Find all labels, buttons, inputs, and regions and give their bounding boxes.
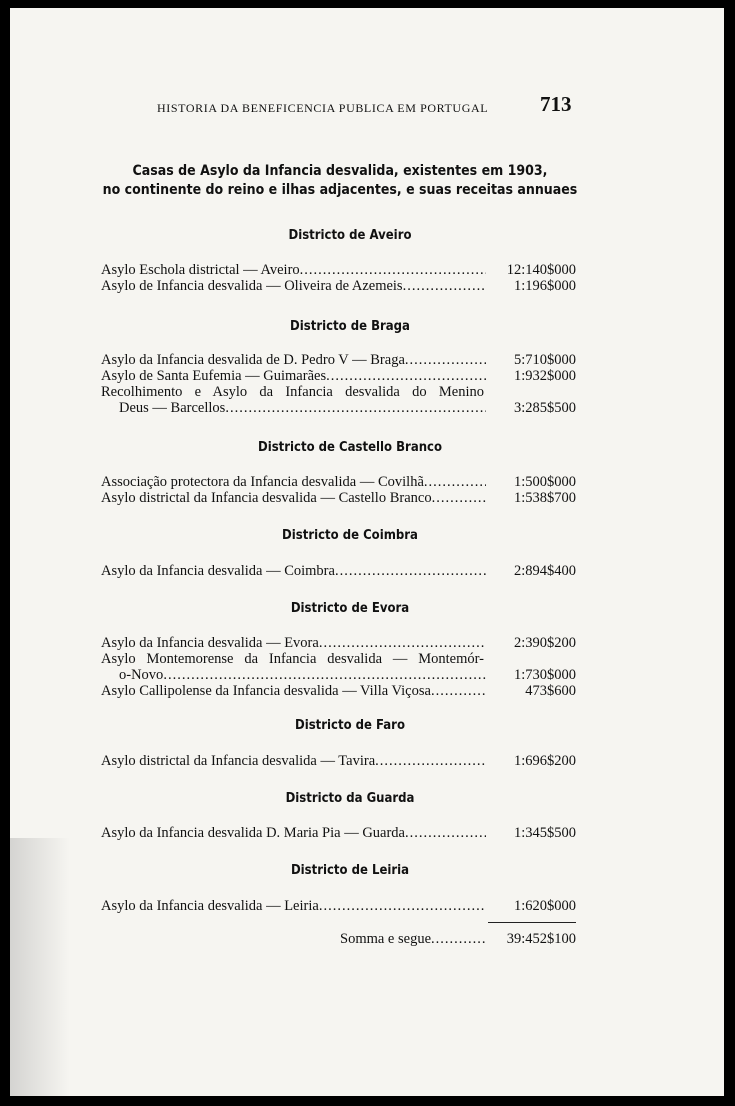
total-label: Somma e segue [340, 931, 432, 947]
list-item [101, 563, 576, 579]
entry-amount: 5:710$000 [513, 352, 576, 368]
page-number: 713 [540, 92, 572, 116]
leader-dots [424, 474, 486, 490]
section-heading-leiria: Districto de Leiria [290, 863, 410, 878]
list-item [101, 898, 576, 914]
entry-label: Associação protectora da Infancia desvalida — Covilhã [101, 474, 424, 490]
list-item [101, 825, 576, 841]
entry-label: Asylo Eschola districtal — Aveiro [101, 262, 300, 278]
leader-dots [319, 635, 486, 651]
entry-label: Asylo da Infancia desvalida de D. Pedro V — Braga [101, 352, 405, 368]
leader-dots [225, 400, 486, 416]
entry-amount: 3:285$500 [513, 400, 576, 416]
entry-amount: 2:894$400 [513, 563, 576, 579]
list-item [101, 278, 576, 294]
section-heading-coimbra: Districto de Coimbra [282, 528, 418, 543]
list-item [101, 635, 576, 651]
entry-label: Asylo da Infancia desvalida — Leiria [101, 898, 319, 914]
leader-dots [432, 490, 486, 506]
entry-label: Asylo da Infancia desvalida — Evora [101, 635, 319, 651]
list-item [101, 683, 576, 699]
entry-amount: 1:345$500 [513, 825, 576, 841]
running-head: HISTORIA DA BENEFICENCIA PUBLICA EM PORTUGAL [157, 101, 489, 115]
list-item [101, 368, 576, 384]
entry-amount: 1:696$200 [513, 753, 576, 769]
entry-amount: 1:196$000 [513, 278, 576, 294]
leader-dots [335, 563, 486, 579]
list-item [101, 262, 576, 278]
total-row [340, 931, 576, 948]
section-heading-aveiro: Districto de Aveiro [288, 228, 412, 243]
list-item [101, 753, 576, 769]
entry-label-line-1: Asylo Montemorense da Infancia desvalida — Montemór- [101, 651, 484, 667]
entry-amount: 1:730$000 [513, 667, 576, 683]
list-item [101, 352, 576, 368]
total-amount: 39:452$100 [506, 931, 576, 947]
entry-amount: 1:500$000 [513, 474, 576, 490]
section-heading-braga: Districto de Braga [290, 319, 410, 334]
entry-amount: 473$600 [525, 683, 576, 699]
table-title [70, 162, 610, 200]
title-line-2: no continente do reino e ilhas adjacentes, e suas receitas annuaes [102, 182, 578, 198]
leader-dots [300, 262, 486, 278]
leader-dots [405, 825, 486, 841]
entry-amount: 1:620$000 [513, 898, 576, 914]
leader-dots [431, 683, 486, 699]
section-heading-guarda: Districto da Guarda [285, 791, 415, 806]
leader-dots [375, 753, 486, 769]
entry-label-line-2: Deus — Barcellos [119, 400, 226, 416]
entry-label: Asylo da Infancia desvalida — Coimbra [101, 563, 335, 579]
entry-label-line-1: Recolhimento e Asylo da Infancia desvalida do Menino [101, 384, 484, 400]
entry-label: Asylo de Santa Eufemia — Guimarães [101, 368, 327, 384]
entry-amount: 1:932$000 [513, 368, 576, 384]
leader-dots [405, 352, 486, 368]
entry-label: Asylo districtal da Infancia desvalida — Castello Branco [101, 490, 432, 506]
title-line-1: Casas de Asylo da Infancia desvalida, existentes em 1903, [132, 163, 548, 179]
list-item [101, 490, 576, 506]
entry-label-line-2: o-Novo [119, 667, 164, 683]
entry-label: Asylo Callipolense da Infancia desvalida — Villa Viçosa [101, 683, 431, 699]
entry-amount: 1:538$700 [513, 490, 576, 506]
entry-label: Asylo districtal da Infancia desvalida — Tavira [101, 753, 376, 769]
leader-dots [403, 278, 486, 294]
list-item [101, 384, 576, 416]
section-heading-evora: Districto de Evora [290, 601, 410, 616]
list-item [101, 474, 576, 490]
entry-amount: 12:140$000 [506, 262, 576, 278]
leader-dots [163, 667, 486, 683]
total-rule [488, 922, 576, 923]
leader-dots [431, 931, 486, 948]
leader-dots [326, 368, 486, 384]
section-heading-castello-branco: Districto de Castello Branco [258, 440, 442, 455]
page-shadow [10, 838, 70, 1096]
list-item [101, 651, 576, 683]
section-heading-faro: Districto de Faro [295, 718, 405, 733]
entry-label: Asylo de Infancia desvalida — Oliveira de Azemeis [101, 278, 403, 294]
document-page [10, 8, 724, 1096]
leader-dots [319, 898, 486, 914]
entry-label: Asylo da Infancia desvalida D. Maria Pia — Guarda [101, 825, 405, 841]
entry-amount: 2:390$200 [513, 635, 576, 651]
